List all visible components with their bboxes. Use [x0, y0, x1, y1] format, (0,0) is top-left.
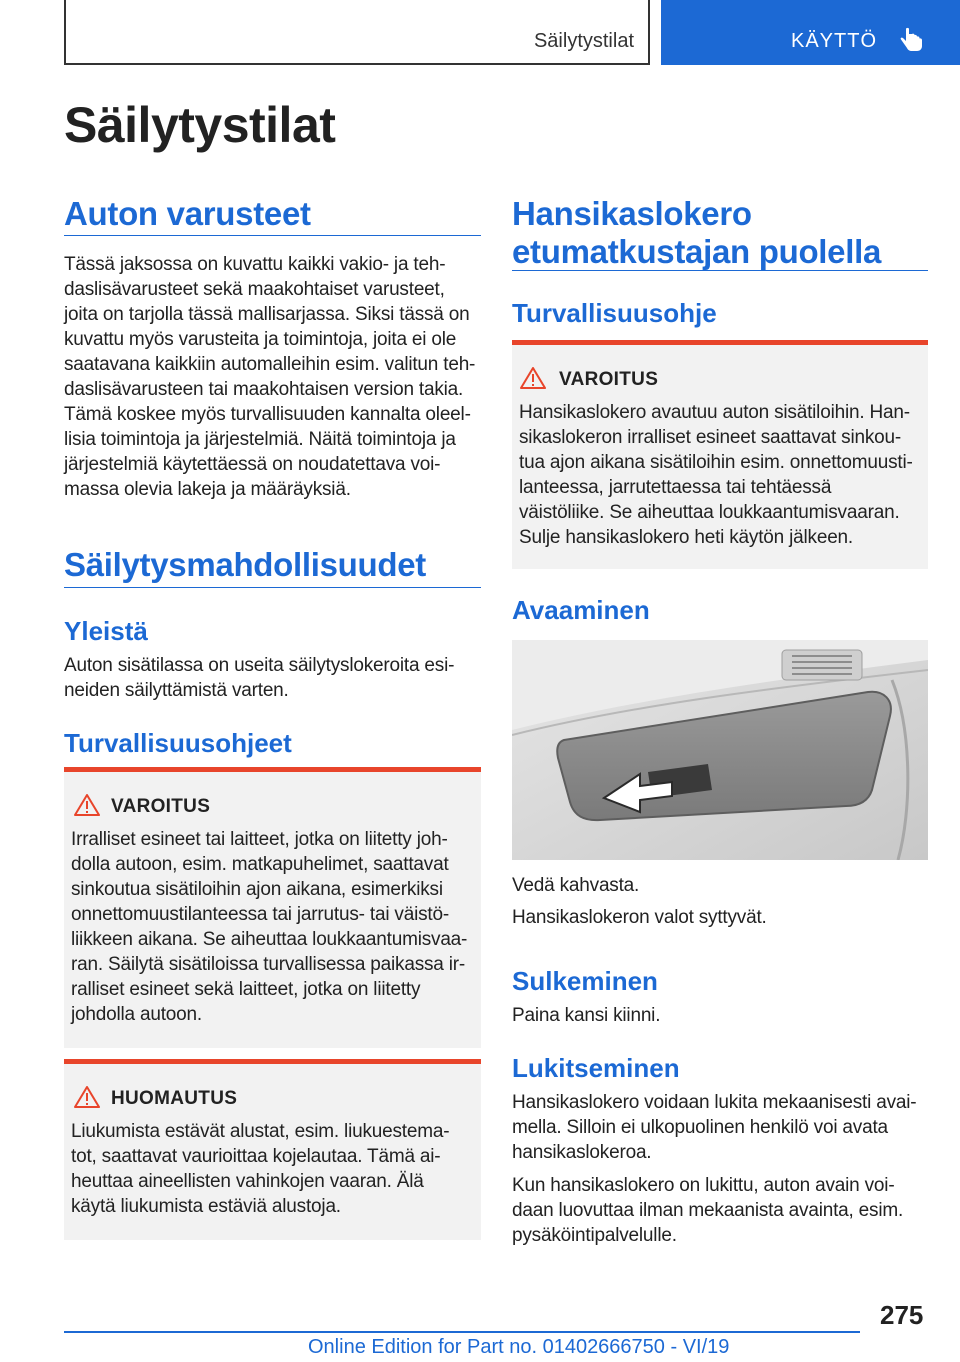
text-line: lanteessa, jarrutettaessa tai tehtäessä — [519, 477, 832, 498]
text-line: Tämä koskee myös turvallisuuden kannalta oleel- — [64, 404, 471, 425]
warning-triangle-icon — [520, 366, 546, 390]
text-line: onnettomuustilanteessa tai jarrutus- tai väistö- — [71, 904, 449, 925]
heading-yleista: Yleistä — [64, 616, 148, 646]
text-line: liikkeen aikana. Se aiheuttaa loukkaantumisvaa- — [71, 929, 468, 950]
text-line: Sulje hansikaslokero heti käytön jälkeen. — [519, 527, 854, 548]
text-line: väistöliike. Se aiheuttaa loukkaantumisvaaran. — [519, 502, 900, 523]
text-line: tot, saattavat vaurioittaa kojelautaa. Tämä ai- — [71, 1146, 441, 1167]
page-number: 275 — [880, 1300, 924, 1330]
footer-edition: Online Edition for Part no. 01402666750 - VI/19 — [308, 1336, 730, 1358]
heading-sulkeminen: Sulkeminen — [512, 966, 658, 996]
paragraph-lock-1 — [512, 1090, 916, 1165]
heading-line: etumatkustajan puolella — [512, 233, 882, 270]
warning-bar — [64, 767, 481, 772]
paragraph-general — [64, 653, 454, 703]
header-chapter-tab — [661, 0, 960, 65]
text-line: neiden säilyttämistä varten. — [64, 680, 289, 701]
text-line: järjestelmiä käytettäessä on noudatettava voi- — [64, 454, 441, 475]
text-line: massa olevia lakeja ja määräyksiä. — [64, 479, 351, 500]
heading-rule — [64, 235, 481, 236]
text-line: joita on tarjolla tässä mallisarjassa. Siksi tässä on — [64, 304, 470, 325]
text-line: tua ajon aikana sisätiloihin esim. onnettomuusti- — [519, 452, 913, 473]
glovebox-illustration — [512, 640, 928, 860]
text-line: daan luovuttaa ilman mekaanista avainta, esim. — [512, 1200, 904, 1221]
warning-box — [512, 340, 928, 569]
heading-sailytysmahdollisuudet: Säilytysmahdollisuudet — [64, 546, 426, 583]
paragraph-close: Paina kansi kiinni. — [512, 1005, 661, 1026]
text-line: hansikaslokeroa. — [512, 1142, 652, 1163]
text-line: mella. Silloin ei ulkopuolinen henkilö voi avata — [512, 1117, 888, 1138]
heading-rule — [512, 270, 928, 271]
heading-hansikaslokero — [512, 195, 881, 271]
text-line: Tässä jaksossa on kuvattu kaikki vakio- ja teh- — [64, 254, 446, 275]
text-line: heuttaa aineellisten vahinkojen vaaran. Älä — [71, 1171, 424, 1192]
paragraph-lock-2 — [512, 1173, 903, 1248]
page-title: Säilytystilat — [64, 97, 336, 153]
notice-text — [71, 1119, 449, 1219]
header-chapter-title: KÄYTTÖ — [791, 30, 878, 52]
footer-rule — [64, 1331, 860, 1333]
text-line: Irralliset esineet tai laitteet, jotka on liitetty joh- — [71, 829, 448, 850]
heading-auton-varusteet: Auton varusteet — [64, 195, 311, 232]
text-line: dolla autoon, esim. matkapuhelimet, saattavat — [71, 854, 449, 875]
notice-box — [64, 1059, 481, 1240]
paragraph-open-1: Vedä kahvasta. — [512, 875, 640, 896]
text-line: pysäköintipalvelulle. — [512, 1225, 677, 1246]
text-line: saatavana kaikkiin automalleihin esim. valitun teh- — [64, 354, 476, 375]
text-line: kuvattu myös varusteita ja toimintoja, joita ei ole — [64, 329, 457, 350]
text-line: ralliset esineet sekä laitteet, jotka on liitetty — [71, 979, 421, 1000]
text-line: daslisävarusteet sekä maakohtaiset varusteet, — [64, 279, 445, 300]
paragraph-open-2: Hansikaslokeron valot syttyvät. — [512, 907, 767, 928]
text-line: Liukumista estävät alustat, esim. liukuestema- — [71, 1121, 450, 1142]
notice-title: HUOMAUTUS — [111, 1088, 238, 1109]
warning-triangle-icon — [74, 793, 100, 817]
warning-triangle-icon — [74, 1085, 100, 1109]
text-line: Hansikaslokero avautuu auton sisätiloihin. Han- — [519, 402, 910, 423]
heading-turvallisuusohjeet: Turvallisuusohjeet — [64, 728, 292, 758]
heading-lukitseminen: Lukitseminen — [512, 1053, 680, 1083]
warning-box — [64, 767, 481, 1048]
text-line: Hansikaslokero voidaan lukita mekaanisesti avai- — [512, 1092, 917, 1113]
text-line: Auton sisätilassa on useita säilytyslokeroita esi- — [64, 655, 455, 676]
glovebox-drawing — [512, 640, 928, 860]
header-section-title: Säilytystilat — [533, 30, 634, 52]
text-line: sinkoutua sisätiloihin ajon aikana, esimerkiksi — [71, 879, 443, 900]
heading-rule — [64, 587, 481, 588]
warning-text — [519, 400, 913, 550]
paragraph-equipment — [64, 252, 475, 502]
warning-bar — [512, 340, 928, 345]
notice-bar — [64, 1059, 481, 1064]
text-line: lisia toimintoja ja järjestelmiä. Näitä toimintoja ja — [64, 429, 456, 450]
text-line: sikaslokeron irralliset esineet saattavat sinkou- — [519, 427, 901, 448]
text-line: johdolla autoon. — [71, 1004, 202, 1025]
hand-pointer-icon — [897, 26, 925, 54]
warning-text — [71, 827, 467, 1027]
warning-title: VAROITUS — [559, 369, 659, 390]
header-section-box — [64, 0, 650, 65]
warning-title: VAROITUS — [111, 796, 211, 817]
heading-turvallisuusohje: Turvallisuusohje — [512, 298, 717, 328]
text-line: käytä liukumista estäviä alustoja. — [71, 1196, 341, 1217]
text-line: Kun hansikaslokero on lukittu, auton avain voi- — [512, 1175, 895, 1196]
heading-avaaminen: Avaaminen — [512, 595, 650, 625]
text-line: ran. Säilytä sisätiloissa turvallisessa paikassa ir- — [71, 954, 466, 975]
heading-line: Hansikaslokero — [512, 195, 752, 232]
text-line: daslisävarusteen tai maakohtaisen version takia. — [64, 379, 464, 400]
